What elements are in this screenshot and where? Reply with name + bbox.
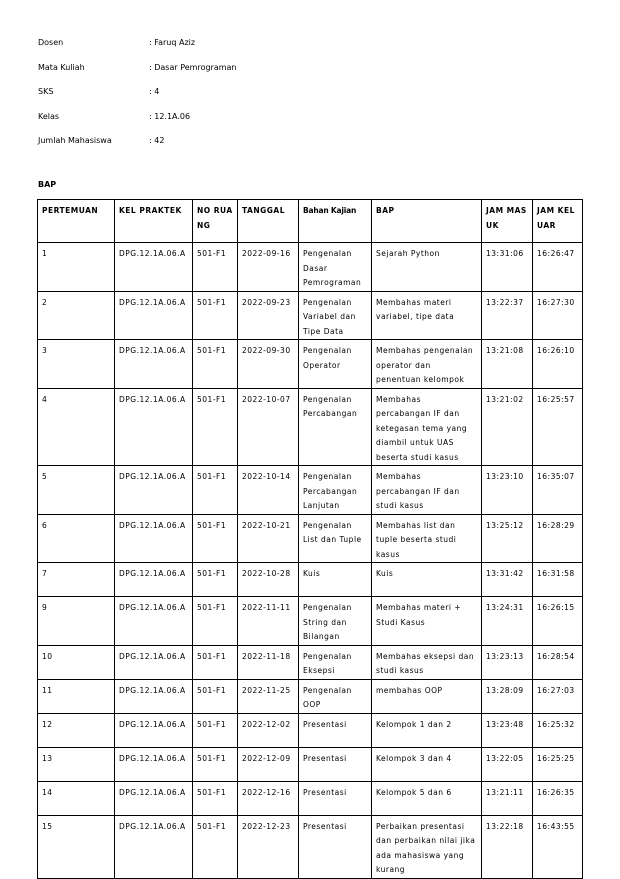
- cell-kel-praktek: DPG.12.1A.06.A: [115, 514, 193, 563]
- table-row: [38, 466, 583, 515]
- cell-bap: Kelompok 1 dan 2: [372, 713, 482, 747]
- cell-jam-keluar: 16:28:29: [533, 514, 583, 563]
- cell-jam-keluar: 16:26:15: [533, 597, 583, 646]
- cell-kel-praktek: DPG.12.1A.06.A: [115, 713, 193, 747]
- header-tanggal: TANGGAL: [238, 200, 299, 243]
- cell-jam-masuk: 13:22:37: [482, 291, 533, 340]
- cell-pertemuan: 13: [38, 747, 115, 781]
- cell-jam-masuk: 13:22:05: [482, 747, 533, 781]
- cell-bap: Membahas eksepsi dan studi kasus: [372, 645, 482, 679]
- cell-kel-praktek: DPG.12.1A.06.A: [115, 597, 193, 646]
- info-value: : 12.1A.06: [149, 111, 191, 121]
- header-jam-masuk: JAM MASUK: [482, 200, 533, 243]
- cell-tanggal: 2022-10-28: [238, 563, 299, 597]
- table-row: [38, 645, 583, 679]
- cell-tanggal: 2022-12-23: [238, 815, 299, 878]
- cell-jam-keluar: 16:26:10: [533, 340, 583, 389]
- cell-pertemuan: 10: [38, 645, 115, 679]
- cell-no-ruang: 501-F1: [193, 466, 238, 515]
- cell-bap: Kuis: [372, 563, 482, 597]
- cell-jam-masuk: 13:31:06: [482, 243, 533, 292]
- cell-no-ruang: 501-F1: [193, 388, 238, 466]
- course-info: [38, 38, 237, 161]
- cell-tanggal: 2022-09-16: [238, 243, 299, 292]
- cell-pertemuan: 15: [38, 815, 115, 878]
- info-label: Dosen: [38, 38, 64, 47]
- cell-tanggal: 2022-12-02: [238, 713, 299, 747]
- cell-tanggal: 2022-11-25: [238, 679, 299, 713]
- cell-bap: membahas OOP: [372, 679, 482, 713]
- cell-tanggal: 2022-11-11: [238, 597, 299, 646]
- cell-pertemuan: 9: [38, 597, 115, 646]
- header-pertemuan: PERTEMUAN: [38, 200, 115, 243]
- header-bahan-kajian: Bahan Kajian: [299, 200, 372, 243]
- table-row: [38, 243, 583, 292]
- table-row: [38, 679, 583, 713]
- cell-no-ruang: 501-F1: [193, 514, 238, 563]
- cell-jam-keluar: 16:27:03: [533, 679, 583, 713]
- cell-bahan-kajian: Pengenalan Eksepsi: [299, 645, 372, 679]
- cell-bahan-kajian: Pengenalan List dan Tuple: [299, 514, 372, 563]
- cell-bahan-kajian: Pengenalan String dan Bilangan: [299, 597, 372, 646]
- cell-no-ruang: 501-F1: [193, 645, 238, 679]
- cell-jam-masuk: 13:21:02: [482, 388, 533, 466]
- cell-kel-praktek: DPG.12.1A.06.A: [115, 243, 193, 292]
- cell-jam-keluar: 16:25:25: [533, 747, 583, 781]
- cell-bahan-kajian: Pengenalan Variabel dan Tipe Data: [299, 291, 372, 340]
- cell-no-ruang: 501-F1: [193, 340, 238, 389]
- cell-bahan-kajian: Pengenalan Dasar Pemrograman: [299, 243, 372, 292]
- info-label: Mata Kuliah: [38, 62, 85, 72]
- cell-kel-praktek: DPG.12.1A.06.A: [115, 645, 193, 679]
- info-row-mata-kuliah: [38, 63, 237, 88]
- cell-tanggal: 2022-10-07: [238, 388, 299, 466]
- info-value: : 4: [149, 87, 160, 96]
- cell-pertemuan: 4: [38, 388, 115, 466]
- cell-jam-keluar: 16:26:47: [533, 243, 583, 292]
- table-row: [38, 781, 583, 815]
- cell-kel-praktek: DPG.12.1A.06.A: [115, 781, 193, 815]
- cell-jam-masuk: 13:31:42: [482, 563, 533, 597]
- cell-jam-keluar: 16:27:30: [533, 291, 583, 340]
- cell-bap: Membahas materi variabel, tipe data: [372, 291, 482, 340]
- cell-kel-praktek: DPG.12.1A.06.A: [115, 466, 193, 515]
- cell-no-ruang: 501-F1: [193, 563, 238, 597]
- table-row: [38, 514, 583, 563]
- cell-bahan-kajian: Presentasi: [299, 781, 372, 815]
- cell-jam-keluar: 16:25:57: [533, 388, 583, 466]
- info-value: : Dasar Pemrograman: [149, 62, 237, 72]
- cell-pertemuan: 11: [38, 679, 115, 713]
- cell-tanggal: 2022-12-09: [238, 747, 299, 781]
- cell-bahan-kajian: Pengenalan Percabangan Lanjutan: [299, 466, 372, 515]
- table-body: [38, 243, 583, 879]
- header-no-ruang: NO RUANG: [193, 200, 238, 243]
- cell-jam-keluar: 16:28:54: [533, 645, 583, 679]
- info-label: Kelas: [38, 111, 60, 121]
- cell-pertemuan: 3: [38, 340, 115, 389]
- cell-bahan-kajian: Presentasi: [299, 747, 372, 781]
- cell-pertemuan: 5: [38, 466, 115, 515]
- cell-pertemuan: 6: [38, 514, 115, 563]
- info-label: SKS: [38, 87, 54, 96]
- table-row: [38, 291, 583, 340]
- info-value: : 42: [149, 136, 165, 145]
- cell-bap: Membahas pengenalan operator dan penentuan kelompok: [372, 340, 482, 389]
- info-row-dosen: [38, 38, 237, 63]
- cell-pertemuan: 1: [38, 243, 115, 292]
- cell-kel-praktek: DPG.12.1A.06.A: [115, 563, 193, 597]
- cell-bahan-kajian: Presentasi: [299, 713, 372, 747]
- cell-no-ruang: 501-F1: [193, 713, 238, 747]
- table-row: [38, 340, 583, 389]
- table-row: [38, 713, 583, 747]
- header-jam-keluar: JAM KELUAR: [533, 200, 583, 243]
- info-row-sks: [38, 87, 237, 112]
- cell-bap: Kelompok 5 dan 6: [372, 781, 482, 815]
- cell-bap: Membahas list dan tuple beserta studi kasus: [372, 514, 482, 563]
- cell-jam-masuk: 13:28:09: [482, 679, 533, 713]
- cell-no-ruang: 501-F1: [193, 243, 238, 292]
- cell-pertemuan: 7: [38, 563, 115, 597]
- cell-kel-praktek: DPG.12.1A.06.A: [115, 747, 193, 781]
- cell-bahan-kajian: Pengenalan OOP: [299, 679, 372, 713]
- table-row: [38, 815, 583, 878]
- cell-tanggal: 2022-09-23: [238, 291, 299, 340]
- bap-table: [37, 199, 583, 879]
- cell-tanggal: 2022-10-14: [238, 466, 299, 515]
- cell-bap: Membahas percabangan IF dan studi kasus: [372, 466, 482, 515]
- header-kel-praktek: KEL PRAKTEK: [115, 200, 193, 243]
- cell-bap: Membahas materi + Studi Kasus: [372, 597, 482, 646]
- cell-bahan-kajian: Presentasi: [299, 815, 372, 878]
- cell-no-ruang: 501-F1: [193, 291, 238, 340]
- cell-bap: Kelompok 3 dan 4: [372, 747, 482, 781]
- cell-tanggal: 2022-11-18: [238, 645, 299, 679]
- cell-no-ruang: 501-F1: [193, 781, 238, 815]
- cell-jam-keluar: 16:25:32: [533, 713, 583, 747]
- header-bap: BAP: [372, 200, 482, 243]
- cell-jam-masuk: 13:23:10: [482, 466, 533, 515]
- cell-pertemuan: 2: [38, 291, 115, 340]
- info-label: Jumlah Mahasiswa: [38, 136, 112, 145]
- info-value: : Faruq Aziz: [149, 38, 196, 47]
- cell-no-ruang: 501-F1: [193, 597, 238, 646]
- cell-tanggal: 2022-09-30: [238, 340, 299, 389]
- info-row-jumlah-mahasiswa: [38, 136, 237, 161]
- cell-jam-masuk: 13:21:11: [482, 781, 533, 815]
- cell-jam-keluar: 16:43:55: [533, 815, 583, 878]
- cell-tanggal: 2022-10-21: [238, 514, 299, 563]
- cell-bahan-kajian: Pengenalan Operator: [299, 340, 372, 389]
- cell-pertemuan: 12: [38, 713, 115, 747]
- cell-kel-praktek: DPG.12.1A.06.A: [115, 291, 193, 340]
- cell-kel-praktek: DPG.12.1A.06.A: [115, 388, 193, 466]
- cell-kel-praktek: DPG.12.1A.06.A: [115, 815, 193, 878]
- cell-pertemuan: 14: [38, 781, 115, 815]
- cell-jam-masuk: 13:25:12: [482, 514, 533, 563]
- bap-title: BAP: [38, 180, 57, 189]
- cell-kel-praktek: DPG.12.1A.06.A: [115, 340, 193, 389]
- cell-jam-masuk: 13:23:48: [482, 713, 533, 747]
- cell-jam-masuk: 13:24:31: [482, 597, 533, 646]
- cell-jam-keluar: 16:31:58: [533, 563, 583, 597]
- cell-jam-keluar: 16:35:07: [533, 466, 583, 515]
- cell-bahan-kajian: Pengenalan Percabangan: [299, 388, 372, 466]
- cell-jam-masuk: 13:23:13: [482, 645, 533, 679]
- cell-no-ruang: 501-F1: [193, 747, 238, 781]
- cell-bap: Sejarah Python: [372, 243, 482, 292]
- cell-bap: Perbaikan presentasi dan perbaikan nilai jika ada mahasiswa yang kurang: [372, 815, 482, 878]
- cell-no-ruang: 501-F1: [193, 815, 238, 878]
- table-row: [38, 563, 583, 597]
- info-row-kelas: [38, 112, 237, 137]
- cell-kel-praktek: DPG.12.1A.06.A: [115, 679, 193, 713]
- table-row: [38, 597, 583, 646]
- table-header-row: [38, 200, 583, 243]
- table-row: [38, 388, 583, 466]
- cell-bap: Membahas percabangan IF dan ketegasan tema yang diambil untuk UAS beserta studi kasus: [372, 388, 482, 466]
- cell-jam-masuk: 13:22:18: [482, 815, 533, 878]
- table-row: [38, 747, 583, 781]
- cell-tanggal: 2022-12-16: [238, 781, 299, 815]
- cell-jam-keluar: 16:26:35: [533, 781, 583, 815]
- cell-jam-masuk: 13:21:08: [482, 340, 533, 389]
- cell-bahan-kajian: Kuis: [299, 563, 372, 597]
- cell-no-ruang: 501-F1: [193, 679, 238, 713]
